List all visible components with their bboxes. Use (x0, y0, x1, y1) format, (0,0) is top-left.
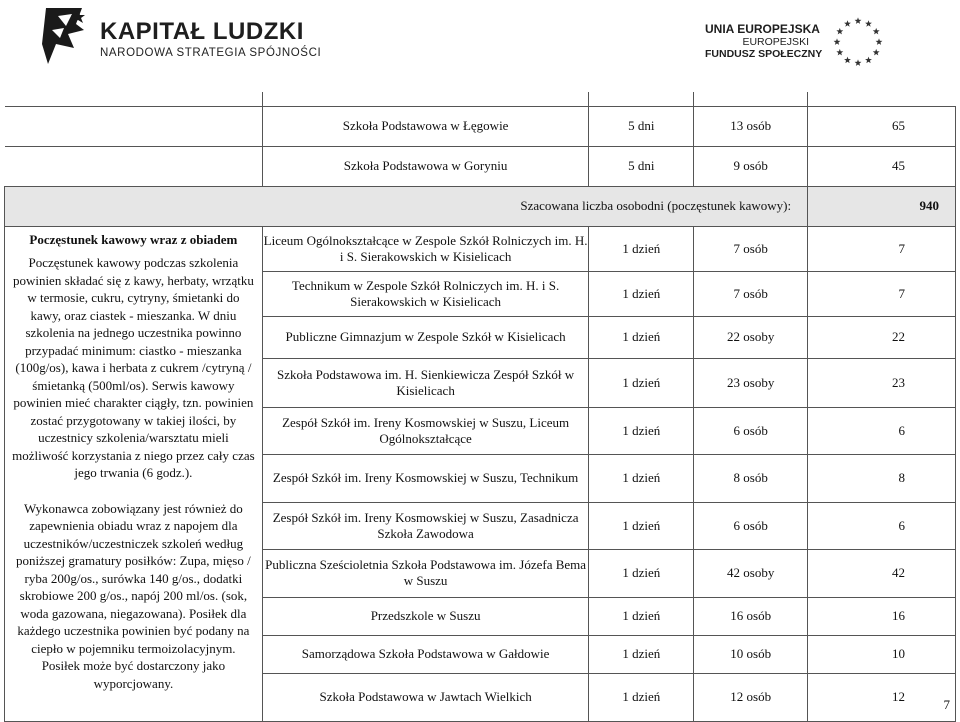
eu-text-block (705, 22, 823, 60)
eu-star-icon (844, 57, 851, 64)
count-cell: 10 (808, 635, 956, 673)
eu-line-2: EUROPEJSKI (742, 36, 809, 48)
days-cell: 1 dzień (589, 502, 694, 549)
count-cell: 12 (808, 673, 956, 721)
eu-line-3: FUNDUSZ SPOŁECZNY (705, 48, 823, 60)
kapital-ludzki-title: KAPITAŁ LUDZKI (100, 18, 304, 45)
count-cell: 42 (808, 549, 956, 597)
days-cell: 5 dni (589, 106, 694, 146)
kapital-ludzki-emblem-icon (38, 4, 96, 68)
total-value: 940 (808, 186, 956, 226)
school-name: Zespół Szkół im. Ireny Kosmowskiej w Suszu, Liceum Ogólnokształcące (262, 407, 589, 454)
school-name: Zespół Szkół im. Ireny Kosmowskiej w Suszu, Technikum (262, 454, 589, 502)
eu-star-icon (834, 38, 841, 45)
eu-stars-icon (830, 14, 886, 70)
count-cell: 16 (808, 597, 956, 635)
page-header (0, 0, 960, 78)
count-cell: 65 (808, 106, 956, 146)
people-cell: 42 osoby (694, 549, 808, 597)
people-cell: 10 osób (694, 635, 808, 673)
people-cell: 6 osób (694, 407, 808, 454)
page-number: 7 (943, 697, 950, 712)
eu-star-icon (836, 49, 843, 56)
people-cell: 23 osoby (694, 358, 808, 407)
total-label: Szacowana liczba osobodni (poczęstunek kawowy): (5, 186, 808, 226)
days-cell: 1 dzień (589, 597, 694, 635)
school-name: Samorządowa Szkoła Podstawowa w Gałdowie (262, 635, 589, 673)
days-cell: 1 dzień (589, 226, 694, 271)
people-cell: 9 osób (694, 146, 808, 186)
school-name: Szkoła Podstawowa w Łęgowie (262, 106, 589, 146)
eu-star-icon (873, 28, 880, 35)
days-cell: 1 dzień (589, 407, 694, 454)
count-cell: 7 (808, 271, 956, 316)
people-cell: 7 osób (694, 226, 808, 271)
table-row (5, 92, 956, 106)
people-cell: 6 osób (694, 502, 808, 549)
days-cell: 1 dzień (589, 549, 694, 597)
days-cell: 1 dzień (589, 316, 694, 358)
eu-line-1: UNIA EUROPEJSKA (705, 22, 820, 36)
eu-star-icon (865, 20, 872, 27)
count-cell: 6 (808, 502, 956, 549)
eu-star-icon (873, 49, 880, 56)
days-cell: 1 dzień (589, 358, 694, 407)
total-row (5, 186, 956, 226)
description-paragraph-1: Poczęstunek kawowy podczas szkolenia powinien składać się z kawy, herbaty, wrzątku w termosie, cukru, cytryny, śmietanki do kawy, oraz ciastek - mieszanka. W dniu szkolenia na jednego uczestnika powinno przypadać minimum: ciastko - mieszanka (100g/os), kawa i herbata z cukrem /cytryną /śmietanką (500ml/os). Serwis kawowy powinien mieć charakter ciągły, tzn. powinien zostać przygotowany w takiej ilości, by uczestnicy szkolenia/warsztatu mieli możliwość korzystania z niego przez cały czas jego trwania (6 godz.). (12, 255, 255, 480)
school-name: Technikum w Zespole Szkół Rolniczych im. H. i S. Sierakowskich w Kisielicach (262, 271, 589, 316)
people-cell: 16 osób (694, 597, 808, 635)
school-name: Publiczne Gimnazjum w Zespole Szkół w Kisielicach (262, 316, 589, 358)
catering-table (4, 92, 956, 722)
table-row (5, 146, 956, 186)
description-title: Poczęstunek kawowy wraz z obiadem (29, 231, 238, 247)
kapital-ludzki-subtitle: NARODOWA STRATEGIA SPÓJNOŚCI (100, 47, 322, 59)
days-cell: 1 dzień (589, 673, 694, 721)
school-name: Liceum Ogólnokształcące w Zespole Szkół Rolniczych im. H. i S. Sierakowskich w Kisielicach (262, 226, 589, 271)
school-name: Szkoła Podstawowa w Jawtach Wielkich (262, 673, 589, 721)
eu-star-icon (844, 20, 851, 27)
count-cell: 22 (808, 316, 956, 358)
school-name: Szkoła Podstawowa w Goryniu (262, 146, 589, 186)
days-cell: 5 dni (589, 146, 694, 186)
count-cell: 45 (808, 146, 956, 186)
count-cell: 8 (808, 454, 956, 502)
eu-star-icon (865, 57, 872, 64)
people-cell: 12 osób (694, 673, 808, 721)
eu-star-icon (836, 28, 843, 35)
school-name: Publiczna Sześcioletnia Szkoła Podstawowa im. Józefa Bema w Suszu (262, 549, 589, 597)
school-name: Szkoła Podstawowa im. H. Sienkiewicza Zespół Szkół w Kisielicach (262, 358, 589, 407)
eu-star-icon (855, 17, 862, 24)
people-cell: 22 osoby (694, 316, 808, 358)
table-row (5, 226, 956, 271)
count-cell: 7 (808, 226, 956, 271)
school-name: Przedszkole w Suszu (262, 597, 589, 635)
count-cell: 23 (808, 358, 956, 407)
catering-description (5, 226, 263, 721)
people-cell: 7 osób (694, 271, 808, 316)
people-cell: 13 osób (694, 106, 808, 146)
days-cell: 1 dzień (589, 454, 694, 502)
school-name: Zespół Szkół im. Ireny Kosmowskiej w Suszu, Zasadnicza Szkoła Zawodowa (262, 502, 589, 549)
people-cell: 8 osób (694, 454, 808, 502)
days-cell: 1 dzień (589, 635, 694, 673)
description-paragraph-2: Wykonawca zobowiązany jest również do zapewnienia obiadu wraz z napojem dla uczestników/uczestniczek szkoleń według poniższej gramatury posiłków: Zupa, mięso / ryba 200g/os., surówka 140 g/os., dodatki skrobiowe 200 g/os., napój 200 ml/os. (sok, woda gazowana, niegazowana). Posiłek dla każdego uczestnika powinien być podany na ciepło w pojemniku termoizolacyjnym. Posiłek może być dostarczony jako wyporcjowany. (16, 500, 251, 691)
table-row (5, 106, 956, 146)
eu-star-icon (876, 38, 883, 45)
eu-star-icon (855, 59, 862, 66)
count-cell: 6 (808, 407, 956, 454)
days-cell: 1 dzień (589, 271, 694, 316)
kapital-ludzki-logo (38, 4, 322, 66)
